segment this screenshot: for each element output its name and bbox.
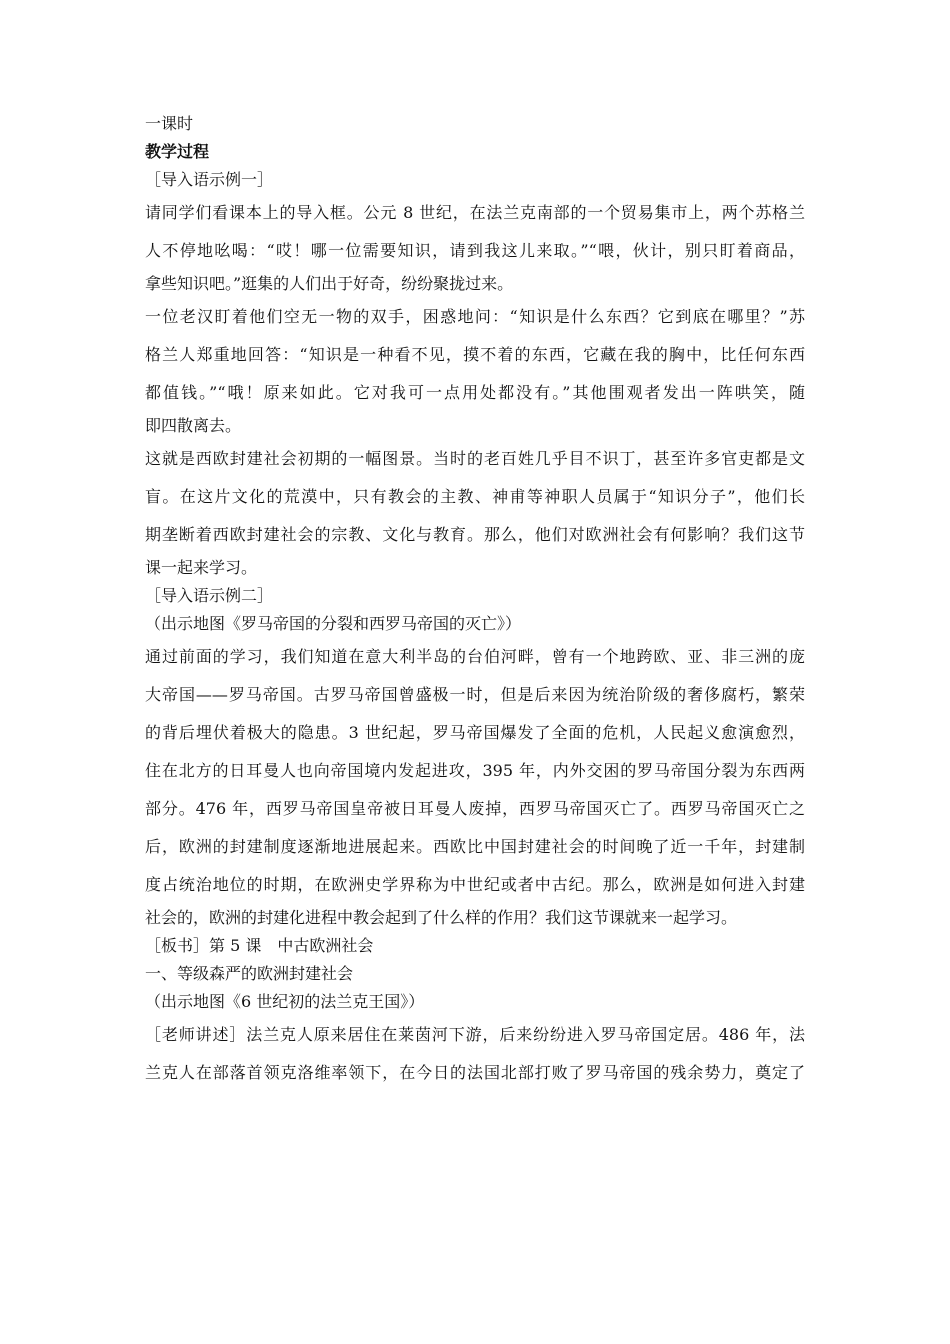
text-line: 盲。在这片文化的荒漠中，只有教会的主教、神甫等神职人员属于“知识分子”，他们长: [145, 487, 805, 506]
text-line: 一位老汉盯着他们空无一物的双手，困惑地问：“知识是什么东西？它到底在哪里？”苏: [145, 307, 805, 326]
section-heading: 教学过程: [145, 142, 210, 161]
text-line: 一课时: [145, 114, 194, 133]
text-line: 大帝国——罗马帝国。古罗马帝国曾盛极一时，但是后来因为统治阶级的奢侈腐朽，繁荣: [145, 685, 805, 704]
text-line: （出示地图《6 世纪初的法兰克王国》）: [145, 992, 425, 1011]
text-line: 部分。476 年，西罗马帝国皇帝被日耳曼人废掉，西罗马帝国灭亡了。西罗马帝国灭亡之: [145, 799, 805, 818]
text-line: ［导入语示例一］: [145, 170, 274, 189]
text-line: 请同学们看课本上的导入框。公元 8 世纪，在法兰克南部的一个贸易集市上，两个苏格兰: [145, 203, 805, 222]
text-line: ［板书］第 5 课 中古欧洲社会: [145, 936, 374, 955]
text-line: 期垄断着西欧封建社会的宗教、文化与教育。那么，他们对欧洲社会有何影响？我们这节: [145, 525, 805, 544]
text-line: 格兰人郑重地回答：“知识是一种看不见，摸不着的东西，它藏在我的胸中，比任何东西: [145, 345, 805, 364]
text-line: 通过前面的学习，我们知道在意大利半岛的台伯河畔，曾有一个地跨欧、亚、非三洲的庞: [145, 647, 805, 666]
text-line: 这就是西欧封建社会初期的一幅图景。当时的老百姓几乎目不识丁，甚至许多官吏都是文: [145, 449, 805, 468]
document-page: [145, 110, 805, 1092]
text-line: （出示地图《罗马帝国的分裂和西罗马帝国的灭亡》）: [145, 614, 522, 633]
text-line: 人不停地吆喝：“哎！哪一位需要知识，请到我这儿来取。”“喂，伙计，别只盯着商品，: [145, 241, 805, 260]
text-line: 住在北方的日耳曼人也向帝国境内发起进攻，395 年，内外交困的罗马帝国分裂为东西两: [145, 761, 805, 780]
text-line: 社会的，欧洲的封建化进程中教会起到了什么样的作用？我们这节课就来一起学习。: [145, 908, 738, 927]
text-line: 的背后埋伏着极大的隐患。3 世纪起，罗马帝国爆发了全面的危机，人民起义愈演愈烈，: [145, 723, 805, 742]
text-line: 课一起来学习。: [145, 558, 258, 577]
text-line: 一、等级森严的欧洲封建社会: [145, 964, 354, 983]
text-line: 拿些知识吧。”逛集的人们出于好奇，纷纷聚拢过来。: [145, 274, 514, 293]
text-line: ［老师讲述］法兰克人原来居住在莱茵河下游，后来纷纷进入罗马帝国定居。486 年，法: [145, 1025, 805, 1044]
text-line: 兰克人在部落首领克洛维率领下，在今日的法国北部打败了罗马帝国的残余势力，奠定了: [145, 1063, 805, 1082]
text-line: ［导入语示例二］: [145, 586, 274, 605]
text-line: 都值钱。”“哦！原来如此。它对我可一点用处都没有。”其他围观者发出一阵哄笑，随: [145, 383, 805, 402]
text-line: 后，欧洲的封建制度逐渐地进展起来。西欧比中国封建社会的时间晚了近一千年，封建制: [145, 837, 805, 856]
text-line: 即四散离去。: [145, 416, 242, 435]
text-line: 度占统治地位的时期，在欧洲史学界称为中世纪或者中古纪。那么，欧洲是如何进入封建: [145, 875, 805, 894]
